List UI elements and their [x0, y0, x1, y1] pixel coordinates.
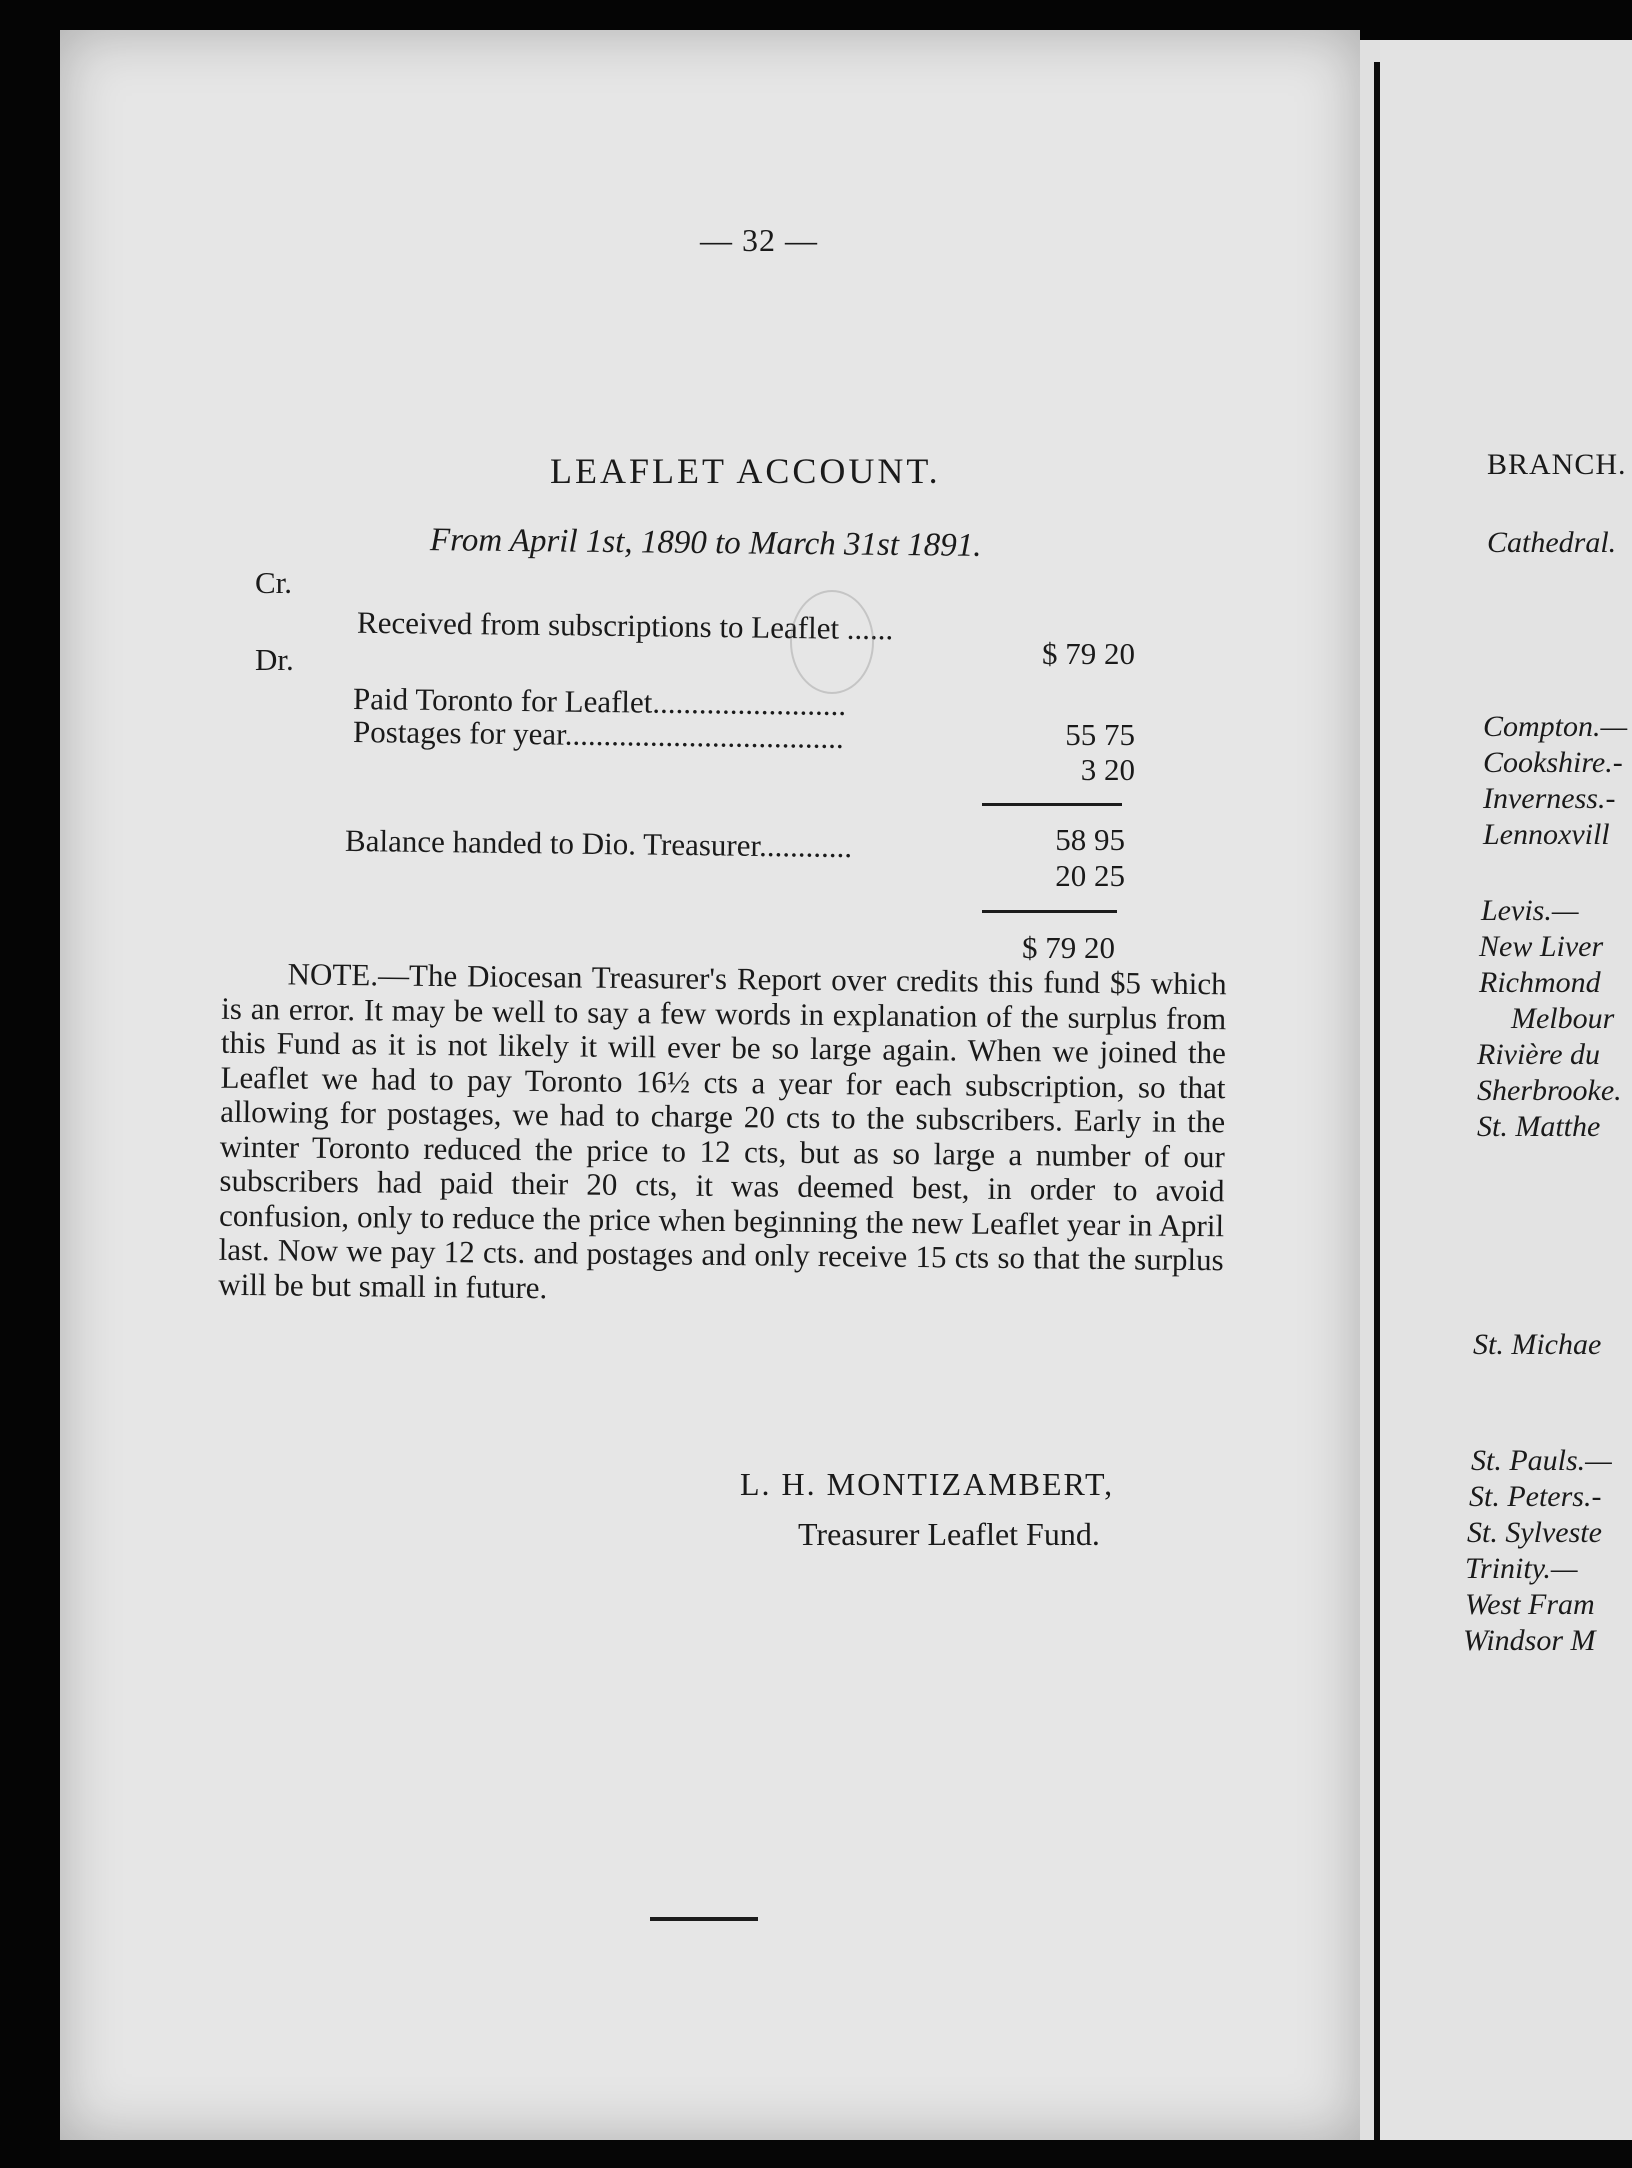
- amount-balance: 20 25: [1055, 858, 1125, 893]
- credit-label: Cr.: [255, 565, 293, 600]
- right-entry: Trinity.—: [1465, 1552, 1578, 1585]
- right-page-header: BRANCH.: [1487, 448, 1627, 481]
- amount-paid-toronto: 55 75: [1065, 717, 1135, 752]
- right-page: [1380, 40, 1632, 2140]
- amount-subtotal: 58 95: [1055, 822, 1125, 857]
- right-entry: New Liver: [1479, 930, 1604, 963]
- line-received: Received from subscriptions to Leaflet ......: [356, 604, 894, 647]
- right-entry: Compton.—: [1483, 710, 1628, 743]
- scan-border: [60, 2140, 1632, 2168]
- line-paid-toronto: Paid Toronto for Leaflet.........................: [352, 680, 847, 723]
- right-entry: Cathedral.: [1487, 526, 1617, 559]
- right-entry: Rivière du: [1477, 1038, 1601, 1071]
- account-period: From April 1st, 1890 to March 31st 1891.: [429, 522, 982, 564]
- right-entry: Sherbrooke.: [1477, 1074, 1622, 1107]
- right-entry: Richmond: [1479, 966, 1601, 999]
- right-entry: Lennoxvill: [1483, 818, 1610, 851]
- total-rule: [982, 910, 1117, 913]
- line-postages: Postages for year....................................: [352, 714, 844, 755]
- note-paragraph: NOTE.—The Diocesan Treasurer's Report over credits this fund $5 which is an error. It may be well to say a few words in explanation of the surplus from this Fund as it is not likely it will ever be so large again. When we joined the Leaflet we had to pay Toronto 16½ cts a year for each subscription, so that allowing for postages, we had to charge 20 cts to the subscribers. Early in the winter Toronto reduced the price to 12 cts, but as so large a number of our subscribers had paid their 20 cts, it was deemed best, in order to avoid confusion, only to reduce the price when beginning the new Leaflet year in April last. Now we pay 12 cts. and postages and only receive 15 cts so that the surplus will be but small in future.: [218, 956, 1227, 1305]
- line-balance: Balance handed to Dio. Treasurer............: [344, 822, 853, 865]
- right-entry: West Fram: [1465, 1588, 1595, 1621]
- amount-total: $ 79 20: [1022, 930, 1115, 965]
- sum-rule: [982, 803, 1122, 806]
- right-entry: St. Pauls.—: [1471, 1444, 1612, 1477]
- end-rule: [650, 1917, 758, 1921]
- right-entry: St. Sylveste: [1467, 1516, 1602, 1549]
- right-entry: Windsor M: [1463, 1624, 1596, 1657]
- right-entry: Melbour: [1511, 1002, 1615, 1035]
- signature-title: Treasurer Leaflet Fund.: [798, 1516, 1100, 1552]
- amount-received: $ 79 20: [1042, 636, 1135, 671]
- signature-name: L. H. MONTIZAMBERT,: [740, 1466, 1115, 1502]
- right-entry: Levis.—: [1481, 894, 1579, 927]
- right-entry: St. Peters.-: [1469, 1480, 1602, 1513]
- right-page-entries: [1380, 40, 1632, 2140]
- right-entry: St. Matthe: [1477, 1110, 1601, 1143]
- debit-label: Dr.: [255, 642, 294, 677]
- amount-postages: 3 20: [1080, 752, 1135, 787]
- ink-smudge: [790, 590, 874, 694]
- right-entry: Inverness.-: [1483, 782, 1616, 815]
- right-entry: St. Michae: [1473, 1328, 1602, 1361]
- page-number: — 32 —: [700, 222, 818, 258]
- right-entry: Cookshire.-: [1483, 746, 1623, 779]
- page-title: LEAFLET ACCOUNT.: [550, 451, 941, 491]
